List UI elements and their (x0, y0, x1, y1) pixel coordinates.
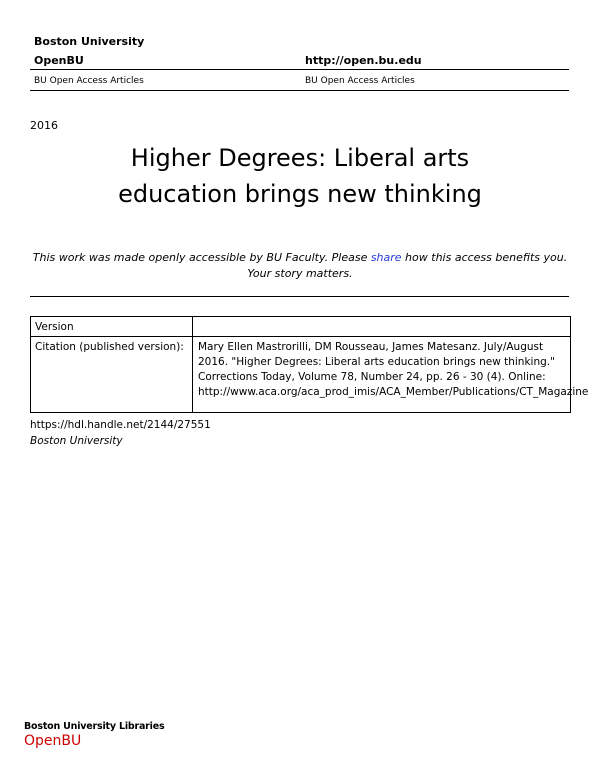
version-label: Version (35, 321, 74, 333)
title-line-1: Higher Degrees: Liberal arts (130, 144, 470, 172)
publisher: Boston University (30, 435, 123, 447)
handle-link[interactable]: https://hdl.handle.net/2144/27551 (30, 419, 211, 431)
citation-line-2: 2016. "Higher Degrees: Liberal arts education brings new thinking." (198, 356, 555, 368)
openbu-wordmark: OpenBU (24, 733, 82, 749)
citation-line-4[interactable]: http://www.aca.org/aca_prod_imis/ACA_Member/Publications/CT_Magazine (198, 386, 589, 398)
libraries-wordmark: Boston University Libraries (24, 721, 165, 732)
repository-name: OpenBU (34, 54, 84, 67)
citation-label: Citation (published version): (35, 341, 184, 353)
header-rule (30, 69, 569, 70)
citation-line-3: Corrections Today, Volume 78, Number 24, pp. 26 - 30 (4). Online: (198, 371, 546, 383)
collection-right[interactable]: BU Open Access Articles (305, 76, 415, 86)
collection-left[interactable]: BU Open Access Articles (34, 76, 144, 86)
notice-suffix: how this access benefits you. (401, 251, 568, 264)
notice-prefix: This work was made openly accessible by BU Faculty. Please (32, 251, 371, 264)
repository-url[interactable]: http://open.bu.edu (305, 54, 422, 67)
share-link[interactable]: share (370, 251, 402, 264)
access-notice (0, 250, 600, 265)
story-matters: Your story matters. (247, 267, 353, 280)
citation-line-1: Mary Ellen Mastrorilli, DM Rousseau, James Matesanz. July/August (198, 341, 544, 353)
notice-rule (30, 296, 569, 297)
institution-name: Boston University (34, 35, 145, 48)
publication-year: 2016 (30, 119, 58, 132)
title-line-2: education brings new thinking (118, 180, 482, 208)
collection-rule (30, 90, 569, 91)
